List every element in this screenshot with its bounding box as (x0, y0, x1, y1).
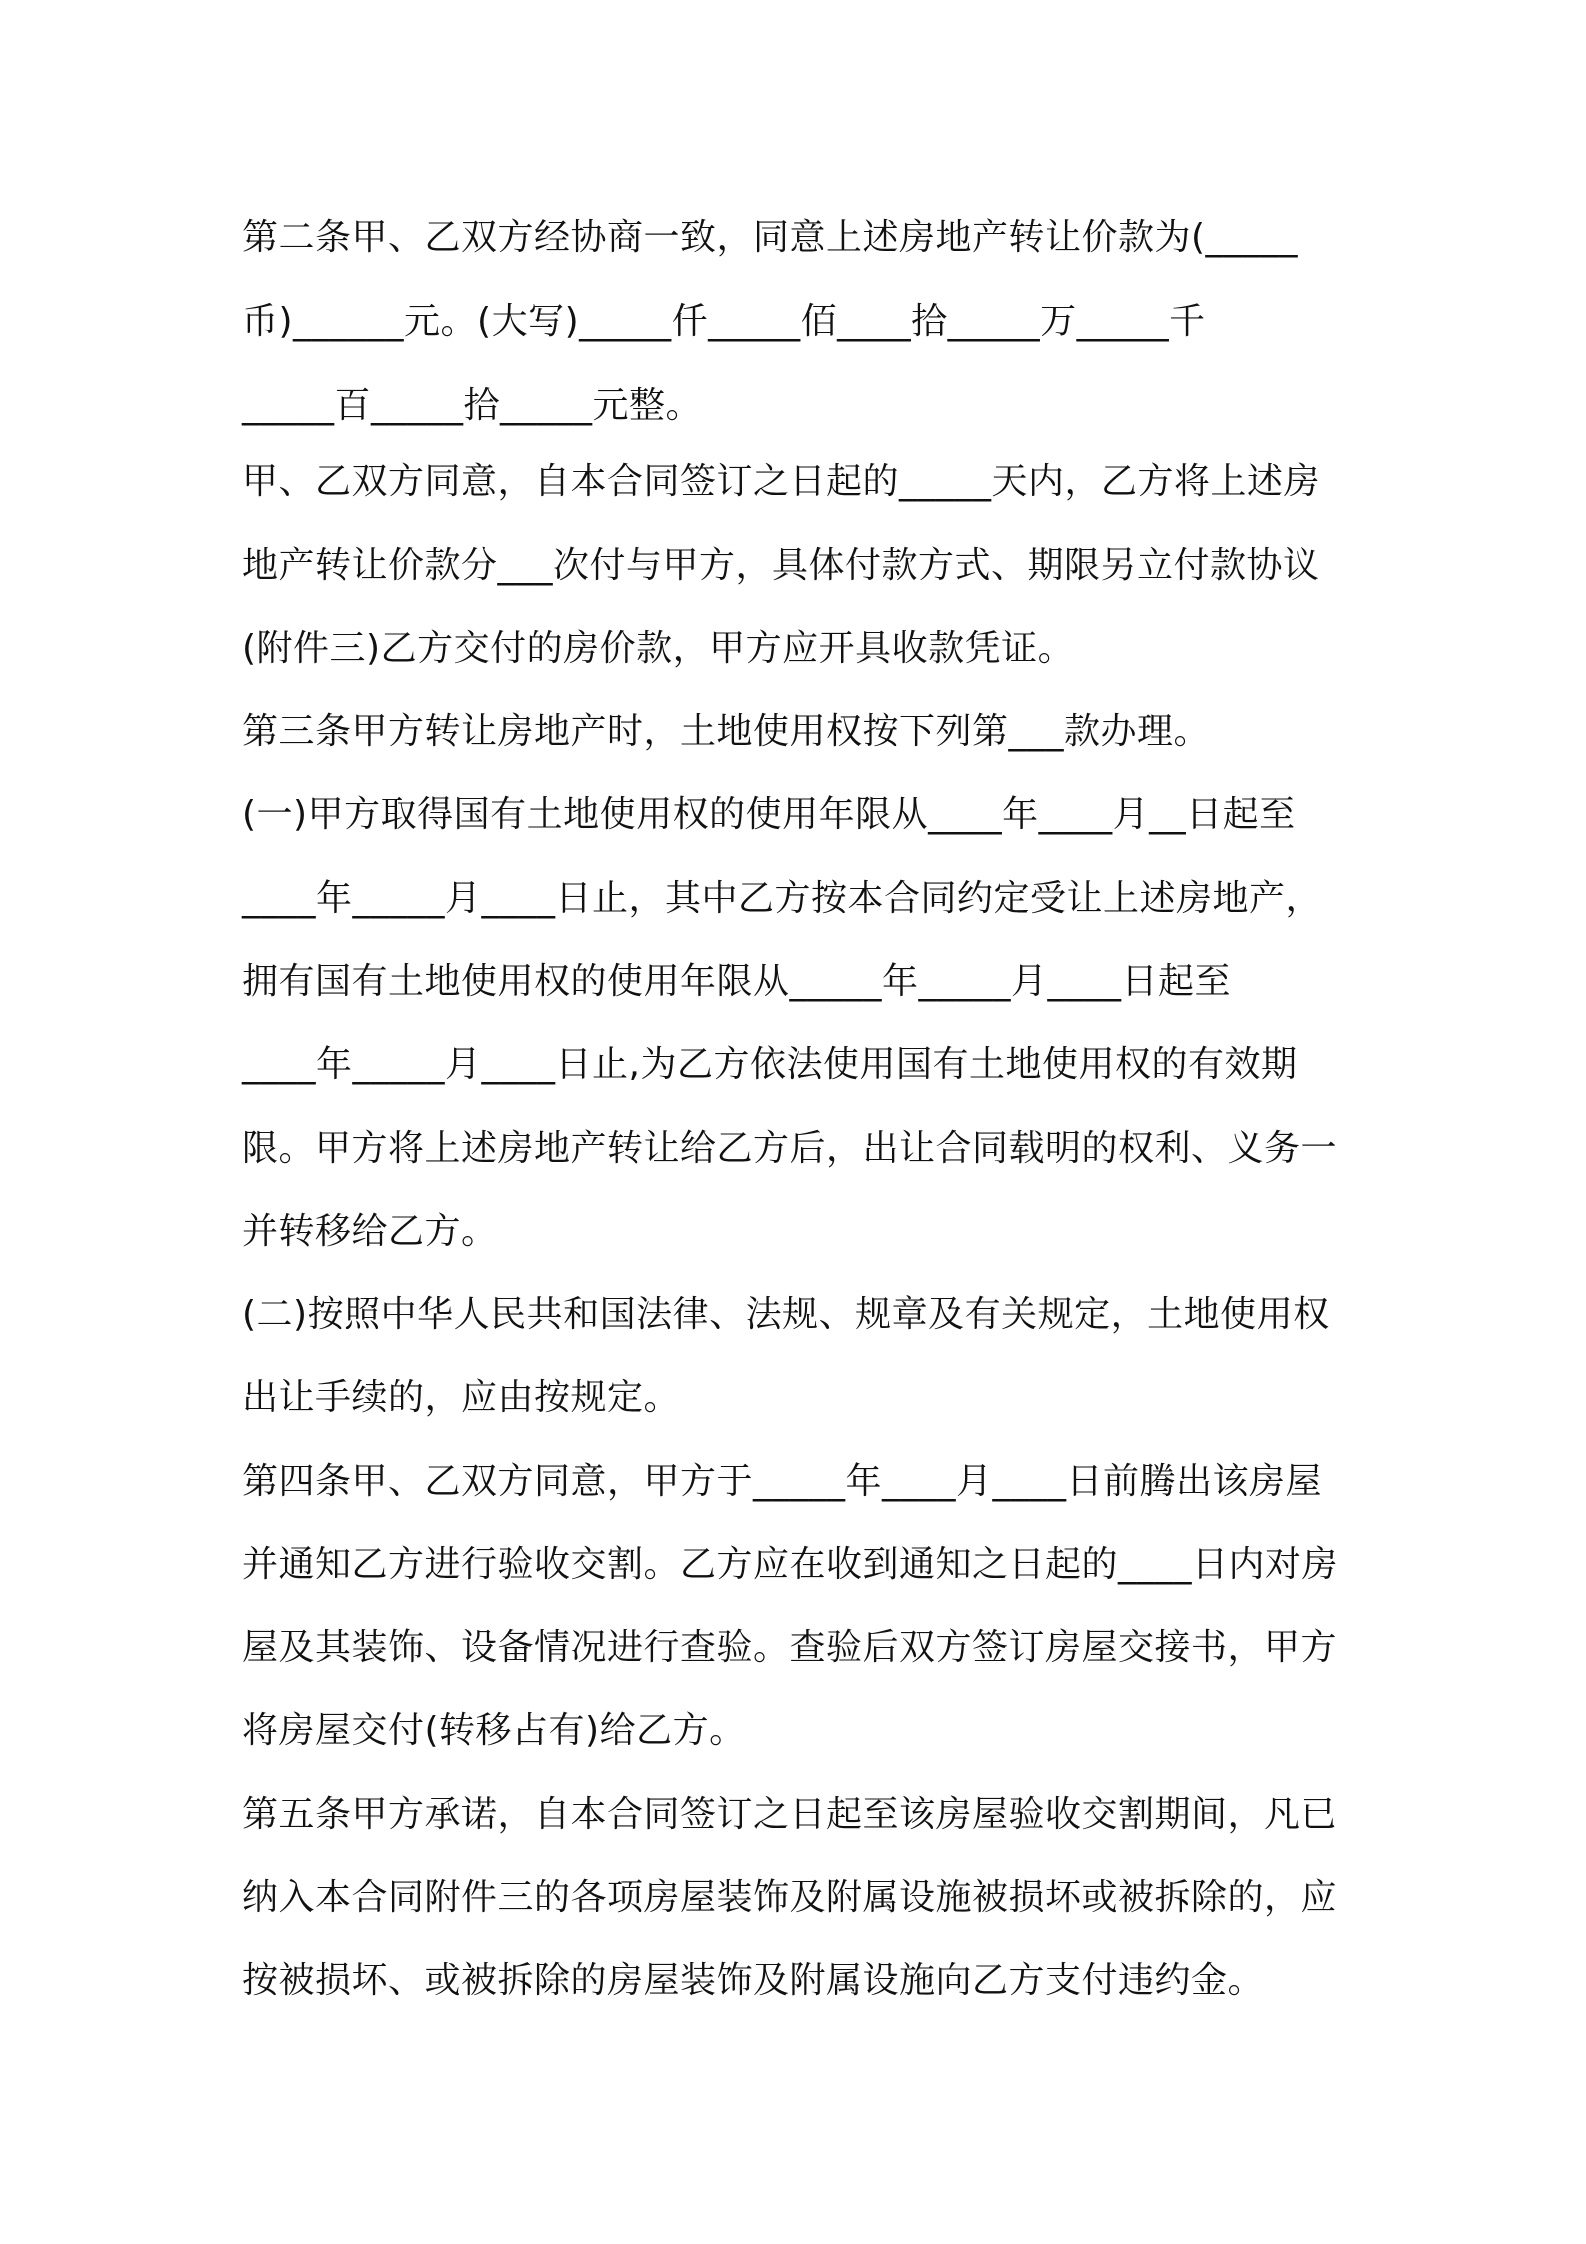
text-line: 屋及其装饰、设备情况进行查验。查验后双方签订房屋交接书，甲方 (242, 1627, 1338, 1668)
text-line: 第五条甲方承诺，自本合同签订之日起至该房屋验收交割期间，凡已 (242, 1794, 1338, 1835)
text-line: (附件三)乙方交付的房价款，甲方应开具收款凭证。 (242, 628, 1075, 669)
text-line: 出让手续的，应由按规定。 (242, 1377, 681, 1418)
text-line: 限。甲方将上述房地产转让给乙方后，出让合同载明的权利、义务一 (242, 1128, 1338, 1169)
text-line: 纳入本合同附件三的各项房屋装饰及附属设施被损坏或被拆除的，应 (242, 1877, 1338, 1918)
text-line: 第二条甲、乙双方经协商一致，同意上述房地产转让价款为(_____ (242, 217, 1299, 258)
text-line: (一)甲方取得国有土地使用权的使用年限从____年____月__日起至 (242, 794, 1296, 835)
text-line: 第三条甲方转让房地产时，土地使用权按下列第___款办理。 (242, 711, 1211, 752)
text-line: (二)按照中华人民共和国法律、法规、规章及有关规定，土地使用权 (242, 1294, 1330, 1335)
text-line: 按被损坏、或被拆除的房屋装饰及附属设施向乙方支付违约金。 (242, 1960, 1265, 2001)
text-line: 地产转让价款分___次付与甲方，具体付款方式、期限另立付款协议 (242, 545, 1320, 586)
text-line: 第四条甲、乙双方同意，甲方于_____年____月____日前腾出该房屋 (242, 1461, 1323, 1502)
text-line: ____年_____月____日止，其中乙方按本合同约定受让上述房地产， (242, 878, 1323, 919)
text-line: 并转移给乙方。 (242, 1211, 498, 1252)
text-line: 币)______元。(大写)_____仟_____佰____拾_____万_____千 (242, 301, 1206, 342)
text-line: ____年_____月____日止,为乙方依法使用国有土地使用权的有效期 (242, 1044, 1298, 1085)
text-line: 并通知乙方进行验收交割。乙方应在收到通知之日起的____日内对房 (242, 1544, 1339, 1585)
text-line: 拥有国有土地使用权的使用年限从_____年_____月____日起至 (242, 961, 1232, 1002)
text-line: _____百_____拾_____元整。 (242, 385, 703, 426)
text-line: 将房屋交付(转移占有)给乙方。 (242, 1710, 746, 1751)
text-line: 甲、乙双方同意，自本合同签订之日起的_____天内，乙方将上述房 (242, 461, 1321, 502)
